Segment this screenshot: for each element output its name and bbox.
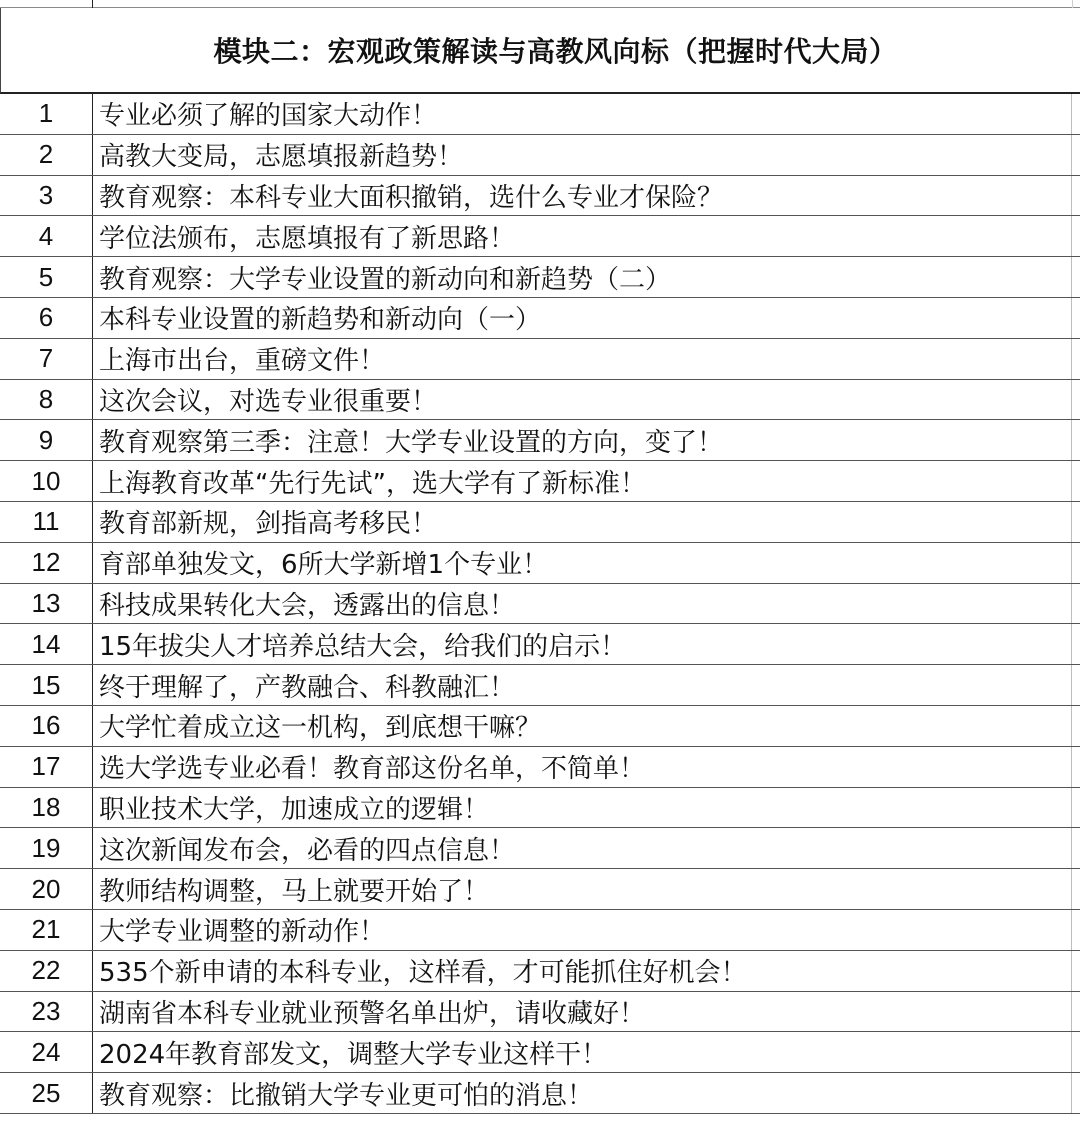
- adjacent-column-cell[interactable]: [1072, 665, 1080, 705]
- row-title-cell[interactable]: 育部单独发文，6所大学新增1个专业！: [93, 543, 1072, 583]
- table-row[interactable]: [0, 747, 1080, 788]
- row-title-cell[interactable]: 教育部新规，剑指高考移民！: [93, 502, 1072, 542]
- column-divider: [1072, 0, 1073, 8]
- row-number-cell[interactable]: 24: [0, 1032, 93, 1072]
- table-row[interactable]: [0, 298, 1080, 339]
- adjacent-column-cell[interactable]: [1072, 624, 1080, 664]
- row-title-cell[interactable]: 湖南省本科专业就业预警名单出炉，请收藏好！: [93, 992, 1072, 1032]
- row-number-cell[interactable]: 20: [0, 869, 93, 909]
- table-row[interactable]: [0, 1032, 1080, 1073]
- adjacent-column-cell[interactable]: [1072, 910, 1080, 950]
- adjacent-column-cell[interactable]: [1072, 828, 1080, 868]
- row-title-cell[interactable]: 2024年教育部发文，调整大学专业这样干！: [93, 1032, 1072, 1072]
- adjacent-column-cell[interactable]: [1072, 461, 1080, 501]
- row-number-cell[interactable]: 10: [0, 461, 93, 501]
- row-number-cell[interactable]: 18: [0, 788, 93, 828]
- row-title-cell[interactable]: 这次会议，对选专业很重要！: [93, 380, 1072, 420]
- adjacent-column-cell[interactable]: [1072, 747, 1080, 787]
- table-row[interactable]: [0, 951, 1080, 992]
- row-title-cell[interactable]: 这次新闻发布会，必看的四点信息！: [93, 828, 1072, 868]
- adjacent-column-cell[interactable]: [1072, 584, 1080, 624]
- table-row[interactable]: [0, 461, 1080, 502]
- row-title-cell[interactable]: 选大学选专业必看！教育部这份名单，不简单！: [93, 747, 1072, 787]
- adjacent-column-cell[interactable]: [1072, 257, 1080, 297]
- adjacent-column-cell[interactable]: [1072, 1073, 1080, 1113]
- table-row[interactable]: [0, 584, 1080, 625]
- table-row[interactable]: [0, 257, 1080, 298]
- previous-row-edge: [0, 0, 1080, 8]
- row-title-cell[interactable]: 教育观察：本科专业大面积撤销，选什么专业才保险？: [93, 176, 1072, 216]
- row-title-cell[interactable]: 教师结构调整，马上就要开始了！: [93, 869, 1072, 909]
- row-number-cell[interactable]: 5: [0, 257, 93, 297]
- row-title-cell[interactable]: 高教大变局，志愿填报新趋势！: [93, 135, 1072, 175]
- row-number-cell[interactable]: 21: [0, 910, 93, 950]
- row-title-cell[interactable]: 职业技术大学，加速成立的逻辑！: [93, 788, 1072, 828]
- table-row[interactable]: [0, 624, 1080, 665]
- adjacent-column-cell[interactable]: [1072, 380, 1080, 420]
- table-row[interactable]: [0, 176, 1080, 217]
- adjacent-column-cell[interactable]: [1072, 420, 1080, 460]
- row-title-cell[interactable]: 教育观察第三季：注意！大学专业设置的方向，变了！: [93, 420, 1072, 460]
- table-row[interactable]: [0, 339, 1080, 380]
- adjacent-column-cell[interactable]: [1072, 706, 1080, 746]
- row-title-cell[interactable]: 大学专业调整的新动作！: [93, 910, 1072, 950]
- row-number-cell[interactable]: 1: [0, 94, 93, 134]
- table-row[interactable]: [0, 1073, 1080, 1114]
- module-header-cell[interactable]: [0, 8, 1080, 94]
- row-title-cell[interactable]: 教育观察：比撤销大学专业更可怕的消息！: [93, 1073, 1072, 1113]
- adjacent-column-cell[interactable]: [1072, 298, 1080, 338]
- table-row[interactable]: [0, 94, 1080, 135]
- row-number-cell[interactable]: 8: [0, 380, 93, 420]
- table-row[interactable]: [0, 665, 1080, 706]
- table-row[interactable]: [0, 135, 1080, 176]
- adjacent-column-cell[interactable]: [1072, 543, 1080, 583]
- adjacent-column-cell[interactable]: [1072, 135, 1080, 175]
- table-row[interactable]: [0, 828, 1080, 869]
- row-title-cell[interactable]: 535个新申请的本科专业，这样看，才可能抓住好机会！: [93, 951, 1072, 991]
- row-title-cell[interactable]: 学位法颁布，志愿填报有了新思路！: [93, 216, 1072, 256]
- table-row[interactable]: [0, 216, 1080, 257]
- adjacent-column-cell[interactable]: [1072, 502, 1080, 542]
- row-number-cell[interactable]: 22: [0, 951, 93, 991]
- row-number-cell[interactable]: 6: [0, 298, 93, 338]
- module-title: 模块二：宏观政策解读与高教风向标（把握时代大局）: [213, 35, 898, 68]
- row-number-cell[interactable]: 25: [0, 1073, 93, 1113]
- row-title-cell[interactable]: 科技成果转化大会，透露出的信息！: [93, 584, 1072, 624]
- row-number-cell[interactable]: 11: [0, 502, 93, 542]
- row-number-cell[interactable]: 9: [0, 420, 93, 460]
- adjacent-column-cell[interactable]: [1072, 339, 1080, 379]
- table-row[interactable]: [0, 788, 1080, 829]
- row-title-cell[interactable]: 大学忙着成立这一机构，到底想干嘛？: [93, 706, 1072, 746]
- adjacent-column-cell[interactable]: [1072, 216, 1080, 256]
- table-row[interactable]: [0, 380, 1080, 421]
- row-number-cell[interactable]: 3: [0, 176, 93, 216]
- row-title-cell[interactable]: 终于理解了，产教融合、科教融汇！: [93, 665, 1072, 705]
- table-row[interactable]: [0, 869, 1080, 910]
- column-divider: [92, 0, 93, 8]
- row-title-cell[interactable]: 15年拔尖人才培养总结大会，给我们的启示！: [93, 624, 1072, 664]
- row-number-cell[interactable]: 2: [0, 135, 93, 175]
- adjacent-column-cell[interactable]: [1072, 94, 1080, 134]
- row-number-cell[interactable]: 15: [0, 665, 93, 705]
- row-number-cell[interactable]: 4: [0, 216, 93, 256]
- adjacent-column-cell[interactable]: [1072, 951, 1080, 991]
- table-row[interactable]: [0, 420, 1080, 461]
- row-number-cell[interactable]: 17: [0, 747, 93, 787]
- row-title-cell[interactable]: 专业必须了解的国家大动作！: [93, 94, 1072, 134]
- row-number-cell[interactable]: 13: [0, 584, 93, 624]
- adjacent-column-cell[interactable]: [1072, 788, 1080, 828]
- row-number-cell[interactable]: 14: [0, 624, 93, 664]
- rows-container: [0, 94, 1080, 1114]
- next-row-edge: [0, 1110, 1080, 1121]
- table-row[interactable]: [0, 992, 1080, 1033]
- adjacent-column-cell[interactable]: [1072, 869, 1080, 909]
- table-row[interactable]: [0, 910, 1080, 951]
- adjacent-column-cell[interactable]: [1072, 1032, 1080, 1072]
- row-number-cell[interactable]: 16: [0, 706, 93, 746]
- row-title-cell[interactable]: 本科专业设置的新趋势和新动向（一）: [93, 298, 1072, 338]
- table-row[interactable]: [0, 706, 1080, 747]
- adjacent-column-cell[interactable]: [1072, 176, 1080, 216]
- row-number-cell[interactable]: 7: [0, 339, 93, 379]
- row-title-cell[interactable]: 上海市出台，重磅文件！: [93, 339, 1072, 379]
- table-row[interactable]: [0, 502, 1080, 543]
- row-title-cell[interactable]: 上海教育改革“先行先试”，选大学有了新标准！: [93, 461, 1072, 501]
- row-number-cell[interactable]: 23: [0, 992, 93, 1032]
- adjacent-column-cell[interactable]: [1072, 992, 1080, 1032]
- row-title-cell[interactable]: 教育观察：大学专业设置的新动向和新趋势（二）: [93, 257, 1072, 297]
- table-row[interactable]: [0, 543, 1080, 584]
- row-number-cell[interactable]: 12: [0, 543, 93, 583]
- row-number-cell[interactable]: 19: [0, 828, 93, 868]
